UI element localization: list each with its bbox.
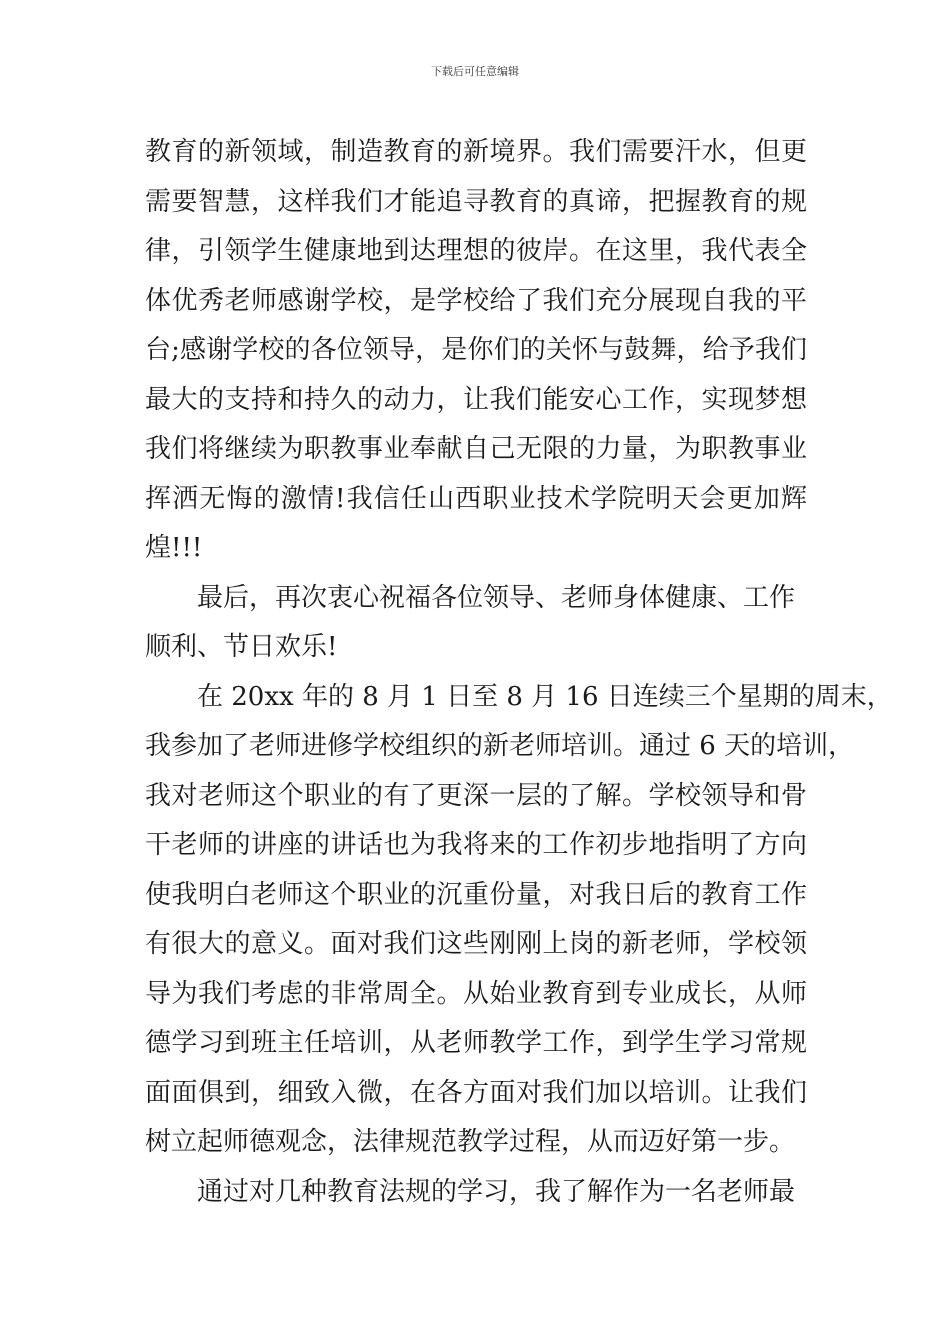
text-line: 我参加了老师进修学校组织的新老师培训。通过 6 天的培训， <box>145 731 855 761</box>
page-header: 下载后可任意编辑 <box>431 65 519 78</box>
text-line: 在 20xx 年的 8 月 1 日至 8 月 16 日连续三个星期的周末， <box>197 681 893 712</box>
text-line: 体优秀老师感谢学校，是学校给了我们充分展现自我的平 <box>145 285 807 316</box>
text-line: 通过对几种教育法规的学习，我了解作为一名老师最 <box>197 1176 796 1207</box>
text-line: 需要智慧，这样我们才能追寻教育的真谛，把握教育的规 <box>145 186 807 217</box>
text-line: 我们将继续为职教事业奉献自己无限的力量，为职教事业 <box>145 434 807 464</box>
text-line: 我对老师这个职业的有了更深一层的了解。学校领导和骨 <box>145 780 807 811</box>
text-line: 最后，再次衷心祝福各位领导、老师身体健康、工作 <box>197 582 796 613</box>
text-line: 树立起师德观念，法律规范教学过程，从而迈好第一步。 <box>145 1127 796 1157</box>
text-line: 有很大的意义。面对我们这些刚刚上岗的新老师，学校领 <box>145 929 807 959</box>
text-line: 面面俱到，细致入微，在各方面对我们加以培训。让我们 <box>145 1077 807 1108</box>
text-line: 律，引领学生健康地到达理想的彼岸。在这里，我代表全 <box>145 236 807 266</box>
text-line: 顺利、节日欢乐! <box>145 632 338 662</box>
text-line: 使我明白老师这个职业的沉重份量，对我日后的教育工作 <box>145 879 807 910</box>
text-line: 导为我们考虑的非常周全。从始业教育到专业成长，从师 <box>145 978 807 1009</box>
text-line: 台;感谢学校的各位领导，是你们的关怀与鼓舞，给予我们 <box>145 335 807 365</box>
text-line: 最大的支持和持久的动力，让我们能安心工作，实现梦想 <box>145 384 807 415</box>
document-body <box>145 128 893 1217</box>
text-line: 干老师的讲座的讲话也为我将来的工作初步地指明了方向 <box>145 830 807 860</box>
text-line: 德学习到班主任培训，从老师教学工作，到学生学习常规 <box>145 1028 807 1058</box>
text-line: 教育的新领域，制造教育的新境界。我们需要汗水，但更 <box>145 137 807 167</box>
text-line: 煌!!! <box>145 533 203 563</box>
text-line: 挥洒无悔的激情!我信任山西职业技术学院明天会更加辉 <box>145 483 807 514</box>
